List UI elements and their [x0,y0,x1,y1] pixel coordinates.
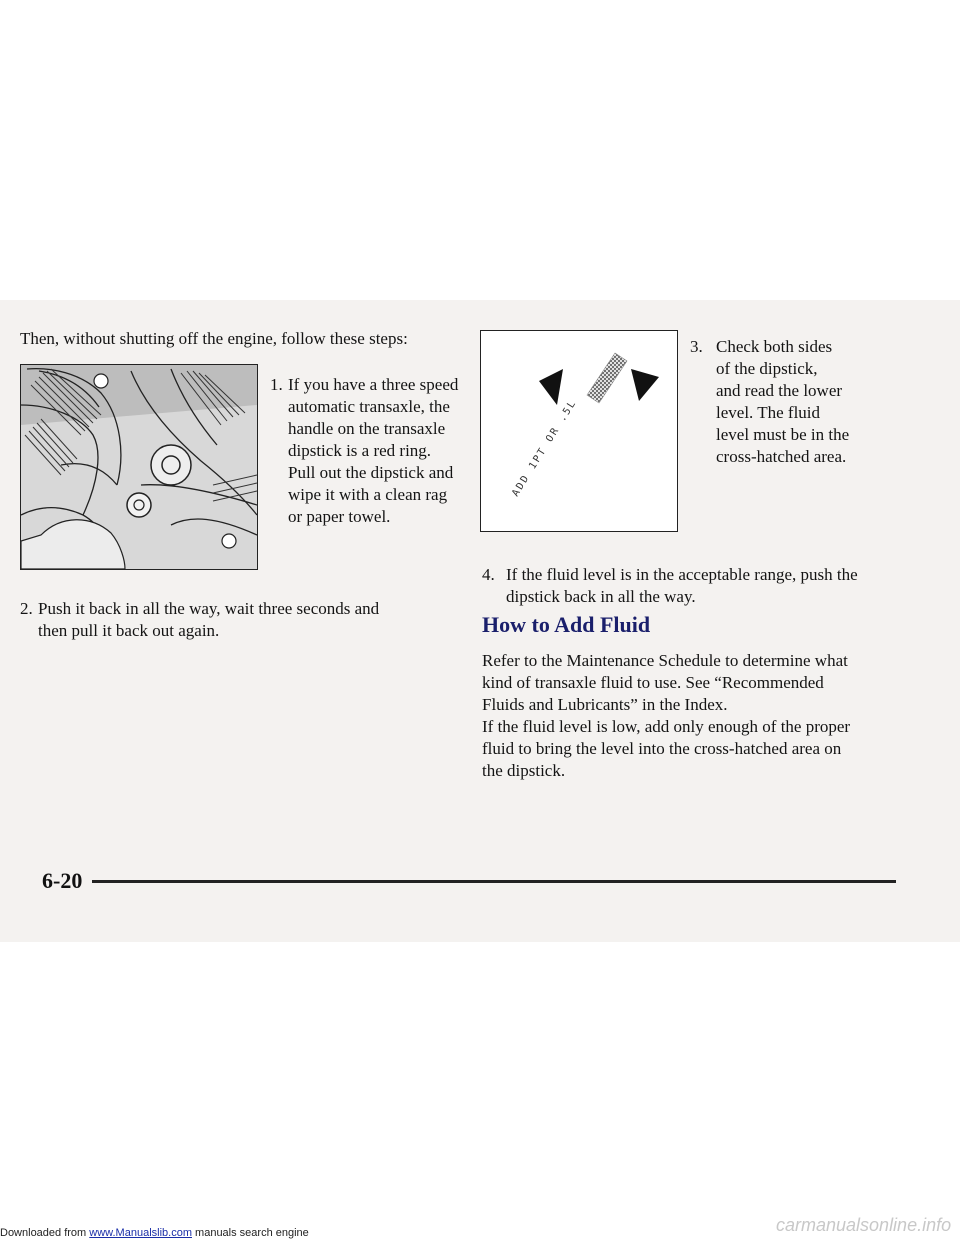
footer-rule [92,880,896,883]
dipstick-figure [480,330,678,532]
engine-illustration [21,365,257,569]
step-2-text: Push it back in all the way, wait three seconds and then pull it back out again. [38,599,380,640]
paragraph-fluid-type: Refer to the Maintenance Schedule to determine what kind of transaxle fluid to use. See “Recommended Fluids and Lubricants” in the Index. [482,651,848,714]
engine-dipstick-figure [20,364,258,570]
watermark-text: carmanualsonline.info [776,1215,952,1235]
step-4-text: If the fluid level is in the acceptable range, push the dipstick back in all the way. [506,565,858,606]
section-heading: How to Add Fluid [482,612,651,637]
arrow-left-icon [539,369,563,405]
manualslib-link[interactable]: www.Manualslib.com [89,1227,192,1239]
step-3-text: Check both sides of the dipstick, and read the lower level. The fluid level must be in the cross-hatched area. [716,337,850,466]
step-3-number: 3. [690,337,703,356]
step-2-number: 2. [20,599,33,618]
step-1-text: If you have a three speed automatic transaxle, the handle on the transaxle dipstick is a red ring. Pull out the dipstick and wipe it with a clean rag or paper towel. [288,375,459,526]
step-4-number: 4. [482,565,495,584]
dipstick-illustration [481,331,677,531]
step-1-number: 1. [270,375,283,394]
dipstick-label: ADD 1PT OR .5L [510,397,580,499]
paragraph-add-fluid: If the fluid level is low, add only enough of the proper fluid to bring the level into the cross-hatched area on the dipstick. [482,717,851,780]
intro-text: Then, without shutting off the engine, follow these steps: [20,329,408,348]
arrow-right-icon [631,369,659,401]
download-footer: Downloaded from www.Manualslib.com manuals search engine [0,1227,309,1239]
page-number: 6-20 [42,868,83,893]
